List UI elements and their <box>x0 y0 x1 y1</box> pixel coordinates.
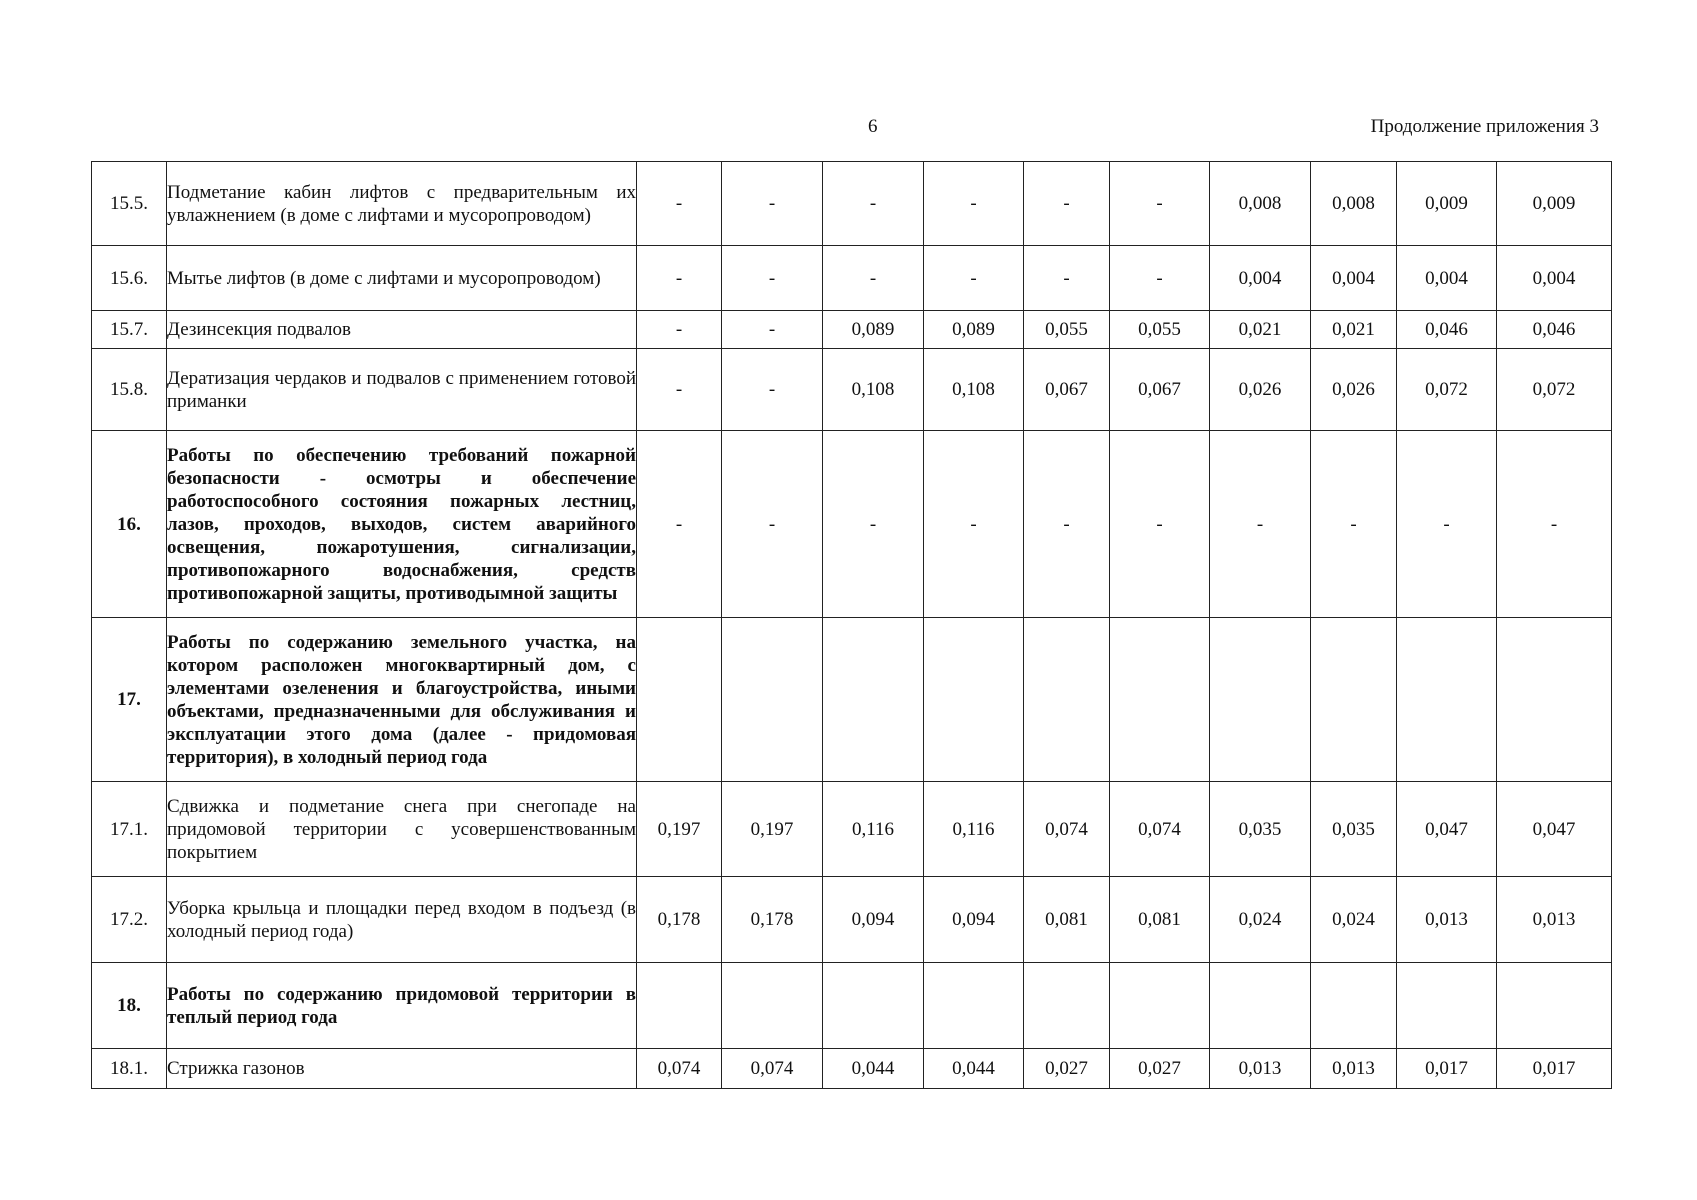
table-row <box>92 246 1612 311</box>
value-cell: 0,046 <box>1497 311 1612 349</box>
row-number: 18.1. <box>92 1049 167 1089</box>
row-number: 16. <box>92 431 167 618</box>
value-cell: - <box>1110 246 1210 311</box>
value-cell: 0,008 <box>1210 162 1311 246</box>
row-description: Уборка крыльца и площадки перед входом в подъезд (в холодный период года) <box>167 877 637 963</box>
table-row <box>92 162 1612 246</box>
value-cell: - <box>1110 162 1210 246</box>
value-cell: 0,004 <box>1210 246 1311 311</box>
value-cell: 0,044 <box>924 1049 1024 1089</box>
table-row <box>92 782 1612 877</box>
value-cell: 0,047 <box>1497 782 1612 877</box>
row-description: Дератизация чердаков и подвалов с применением готовой приманки <box>167 349 637 431</box>
row-number: 15.7. <box>92 311 167 349</box>
table-row <box>92 311 1612 349</box>
row-number: 17. <box>92 618 167 782</box>
value-cell: 0,013 <box>1397 877 1497 963</box>
value-cell: 0,026 <box>1210 349 1311 431</box>
tariff-table <box>91 161 1612 1089</box>
value-cell: 0,067 <box>1110 349 1210 431</box>
value-cell: - <box>1110 431 1210 618</box>
value-cell <box>1311 963 1397 1049</box>
value-cell <box>1397 963 1497 1049</box>
row-description: Работы по содержанию придомовой территории в теплый период года <box>167 963 637 1049</box>
value-cell: 0,089 <box>924 311 1024 349</box>
value-cell: 0,035 <box>1311 782 1397 877</box>
table-row <box>92 1049 1612 1089</box>
value-cell: 0,024 <box>1210 877 1311 963</box>
value-cell: 0,178 <box>637 877 722 963</box>
value-cell: 0,017 <box>1497 1049 1612 1089</box>
value-cell: - <box>924 246 1024 311</box>
value-cell: 0,021 <box>1210 311 1311 349</box>
value-cell <box>924 963 1024 1049</box>
value-cell <box>1311 618 1397 782</box>
row-description: Работы по содержанию земельного участка, на котором расположен многоквартирный дом, с элементами озеленения и благоустройства, иными объектами, предназначенными для обслуживания и эксплуатации этого дома (далее - придомовая территория), в холодный период года <box>167 618 637 782</box>
value-cell <box>637 963 722 1049</box>
value-cell: 0,116 <box>823 782 924 877</box>
table-row <box>92 963 1612 1049</box>
value-cell: 0,074 <box>722 1049 823 1089</box>
value-cell <box>637 618 722 782</box>
value-cell: 0,009 <box>1397 162 1497 246</box>
table-row <box>92 877 1612 963</box>
value-cell: - <box>637 431 722 618</box>
value-cell: 0,074 <box>1024 782 1110 877</box>
value-cell: - <box>722 246 823 311</box>
value-cell: 0,197 <box>722 782 823 877</box>
row-number: 17.1. <box>92 782 167 877</box>
value-cell: 0,074 <box>1110 782 1210 877</box>
row-description: Стрижка газонов <box>167 1049 637 1089</box>
value-cell: - <box>1497 431 1612 618</box>
value-cell <box>1110 618 1210 782</box>
value-cell: 0,067 <box>1024 349 1110 431</box>
value-cell <box>823 618 924 782</box>
value-cell: 0,013 <box>1311 1049 1397 1089</box>
value-cell: 0,116 <box>924 782 1024 877</box>
value-cell: - <box>823 162 924 246</box>
value-cell: 0,047 <box>1397 782 1497 877</box>
table-row <box>92 618 1612 782</box>
value-cell: 0,074 <box>637 1049 722 1089</box>
row-description: Подметание кабин лифтов с предварительным их увлажнением (в доме с лифтами и мусоропроводом) <box>167 162 637 246</box>
value-cell <box>823 963 924 1049</box>
table-row <box>92 349 1612 431</box>
value-cell: 0,046 <box>1397 311 1497 349</box>
value-cell: 0,026 <box>1311 349 1397 431</box>
value-cell: 0,072 <box>1497 349 1612 431</box>
value-cell: 0,197 <box>637 782 722 877</box>
value-cell: 0,072 <box>1397 349 1497 431</box>
value-cell: - <box>637 162 722 246</box>
value-cell: - <box>1397 431 1497 618</box>
value-cell: - <box>722 311 823 349</box>
value-cell <box>1497 618 1612 782</box>
table-row <box>92 431 1612 618</box>
value-cell: - <box>637 246 722 311</box>
value-cell: 0,013 <box>1210 1049 1311 1089</box>
value-cell: 0,027 <box>1024 1049 1110 1089</box>
value-cell: 0,055 <box>1110 311 1210 349</box>
value-cell: 0,089 <box>823 311 924 349</box>
value-cell <box>1024 618 1110 782</box>
value-cell: 0,008 <box>1311 162 1397 246</box>
value-cell: 0,108 <box>823 349 924 431</box>
continuation-label: Продолжение приложения 3 <box>1370 116 1599 137</box>
row-number: 18. <box>92 963 167 1049</box>
value-cell: - <box>924 431 1024 618</box>
value-cell: 0,108 <box>924 349 1024 431</box>
value-cell <box>1210 618 1311 782</box>
value-cell: 0,024 <box>1311 877 1397 963</box>
value-cell: 0,094 <box>924 877 1024 963</box>
value-cell: 0,027 <box>1110 1049 1210 1089</box>
page-number: 6 <box>868 116 878 137</box>
value-cell: 0,081 <box>1110 877 1210 963</box>
value-cell: 0,004 <box>1311 246 1397 311</box>
value-cell: 0,035 <box>1210 782 1311 877</box>
value-cell: 0,004 <box>1397 246 1497 311</box>
value-cell: 0,017 <box>1397 1049 1497 1089</box>
value-cell: 0,021 <box>1311 311 1397 349</box>
value-cell: - <box>823 246 924 311</box>
value-cell: - <box>722 431 823 618</box>
value-cell <box>1024 963 1110 1049</box>
table-body <box>92 162 1612 1089</box>
row-number: 15.6. <box>92 246 167 311</box>
value-cell: 0,044 <box>823 1049 924 1089</box>
value-cell <box>722 618 823 782</box>
value-cell <box>1110 963 1210 1049</box>
value-cell: - <box>924 162 1024 246</box>
value-cell: - <box>722 349 823 431</box>
value-cell: - <box>1024 246 1110 311</box>
row-number: 15.5. <box>92 162 167 246</box>
row-description: Работы по обеспечению требований пожарной безопасности - осмотры и обеспечение работоспособного состояния пожарных лестниц, лазов, проходов, выходов, систем аварийного освещения, пожаротушения, сигнализации, противопожарного водоснабжения, средств противопожарной защиты, противодымной защиты <box>167 431 637 618</box>
row-number: 15.8. <box>92 349 167 431</box>
value-cell: - <box>637 311 722 349</box>
value-cell: 0,178 <box>722 877 823 963</box>
value-cell <box>924 618 1024 782</box>
value-cell: - <box>1024 431 1110 618</box>
value-cell: 0,055 <box>1024 311 1110 349</box>
value-cell: - <box>1210 431 1311 618</box>
row-description: Сдвижка и подметание снега при снегопаде на придомовой территории с усовершенствованным покрытием <box>167 782 637 877</box>
value-cell: - <box>1311 431 1397 618</box>
value-cell: - <box>637 349 722 431</box>
value-cell: 0,081 <box>1024 877 1110 963</box>
value-cell: - <box>1024 162 1110 246</box>
value-cell: - <box>823 431 924 618</box>
value-cell: 0,004 <box>1497 246 1612 311</box>
value-cell: 0,013 <box>1497 877 1612 963</box>
row-number: 17.2. <box>92 877 167 963</box>
value-cell: 0,094 <box>823 877 924 963</box>
value-cell: 0,009 <box>1497 162 1612 246</box>
value-cell: - <box>722 162 823 246</box>
value-cell <box>1497 963 1612 1049</box>
row-description: Дезинсекция подвалов <box>167 311 637 349</box>
row-description: Мытье лифтов (в доме с лифтами и мусоропроводом) <box>167 246 637 311</box>
value-cell <box>1210 963 1311 1049</box>
value-cell <box>722 963 823 1049</box>
value-cell <box>1397 618 1497 782</box>
